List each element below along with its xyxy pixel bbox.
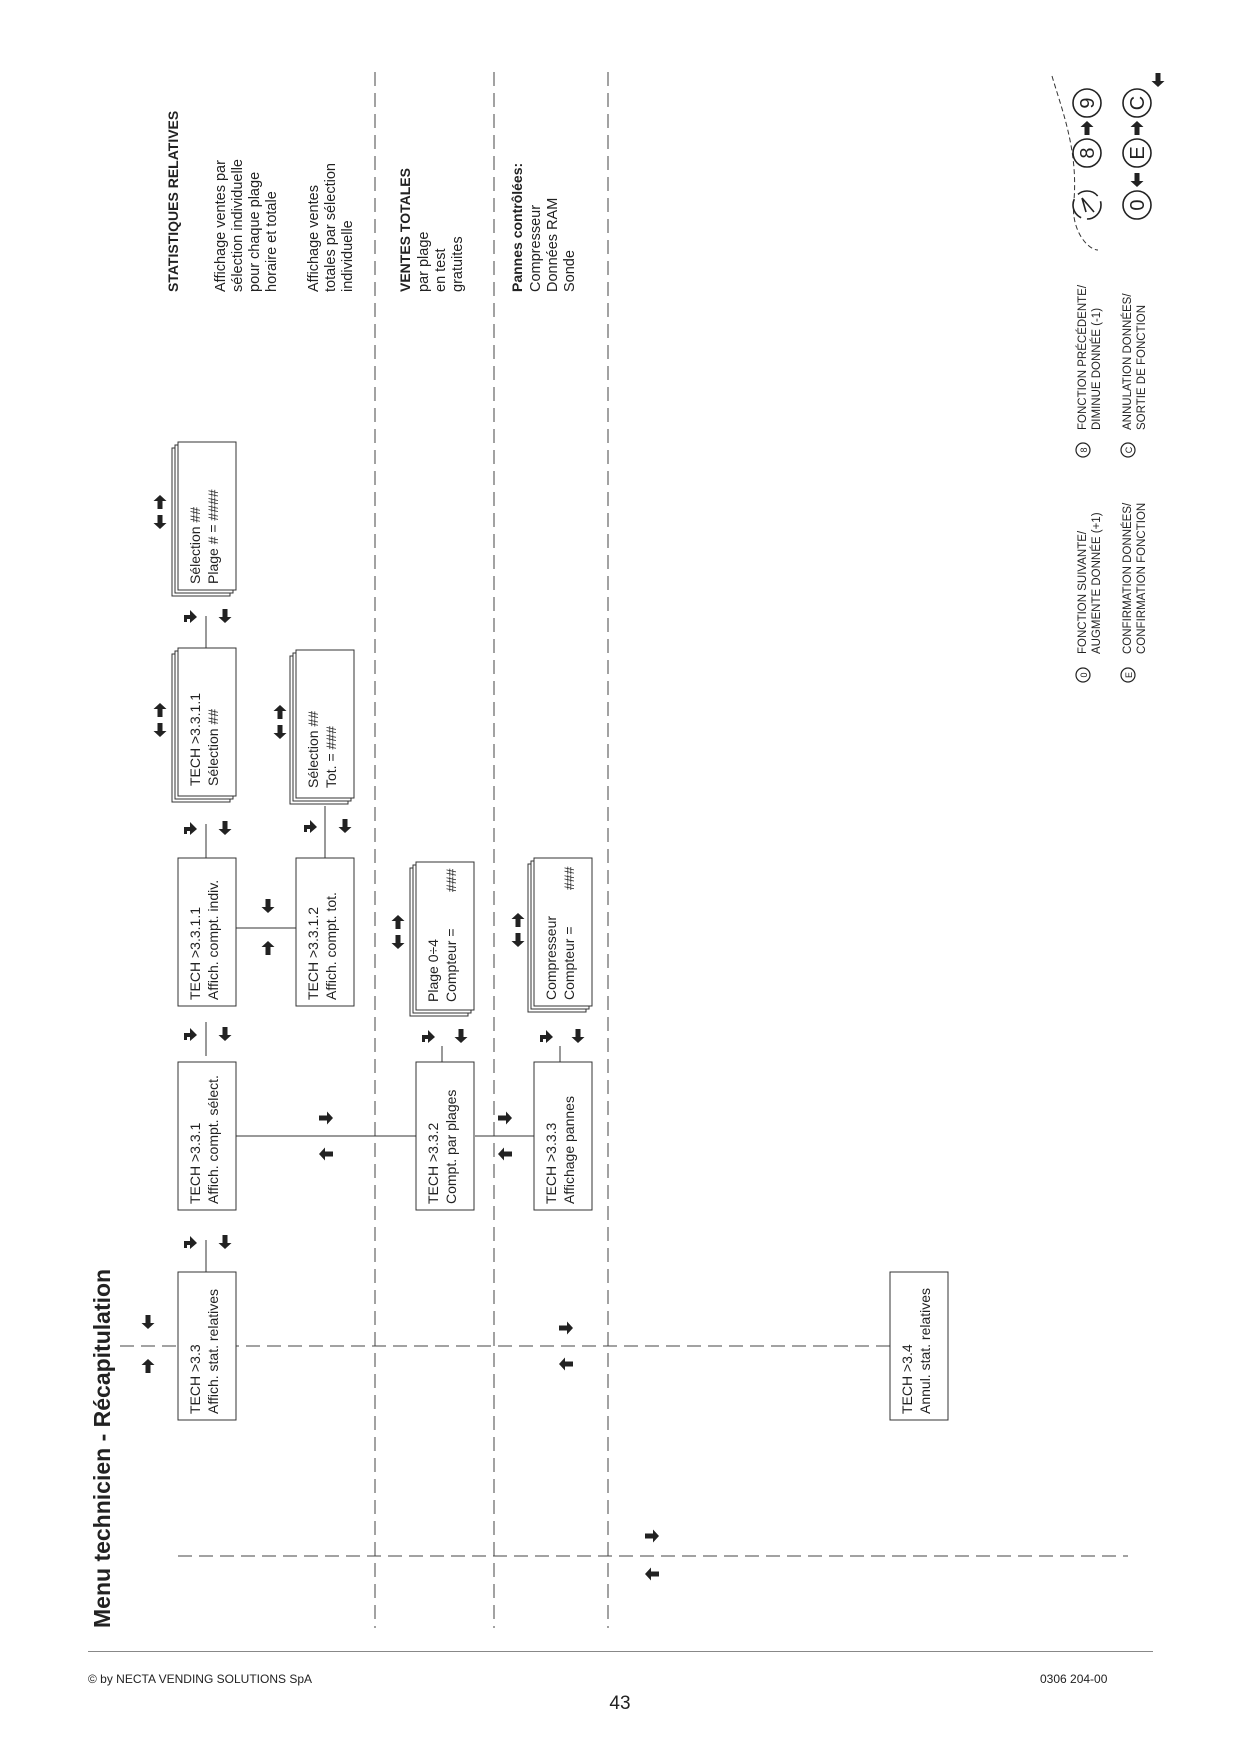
box-tech-3-3-3 — [534, 1062, 592, 1210]
up-arrow-icon — [262, 941, 275, 955]
legend-item-e-line2: CONFIRMATION FONCTION — [1136, 502, 1148, 654]
box-tech-3-3-1-1-selection — [172, 648, 236, 802]
note-statistiques-line: Affichage ventes — [306, 185, 322, 292]
box-plage-compteur-line2: Compteur = — [443, 928, 459, 1002]
key-7-icon — [1073, 191, 1101, 219]
box-tech-3-4-line1: TECH >3.4 — [899, 1344, 915, 1414]
note-pannes-line: Compresseur — [528, 204, 544, 292]
note-statistiques-heading: STATISTIQUES RELATIVES — [165, 110, 181, 292]
note-statistiques-line: totales par sélection — [323, 163, 339, 292]
box-selection-line1: TECH >3.3.1.1 — [187, 693, 203, 786]
down-arrow-icon — [455, 1029, 468, 1043]
up-arrow-icon — [512, 913, 525, 927]
svg-text:C: C — [1127, 95, 1149, 111]
up-arrow-icon — [274, 705, 287, 719]
note-statistiques-line: individuelle — [340, 220, 356, 292]
key-e-icon — [1123, 139, 1151, 167]
enter-arrow-icon — [184, 610, 197, 623]
enter-arrow-icon — [304, 820, 317, 833]
svg-text:8: 8 — [1079, 447, 1089, 453]
box-tech-3-3-3-line2: Affichage pannes — [561, 1096, 577, 1204]
down-arrow-icon — [219, 609, 232, 623]
up-arrow-icon — [154, 495, 167, 509]
box-tech-3-3-1-2-line1: TECH >3.3.1.2 — [305, 907, 321, 1000]
legend-item-e-line1: CONFIRMATION DONNÉES/ — [1122, 502, 1134, 654]
up-arrow-icon — [142, 1359, 155, 1373]
svg-text:0: 0 — [1127, 199, 1149, 211]
doc-code: 0306 204-00 — [1040, 1672, 1108, 1686]
note-pannes-heading: Pannes contrôlées: — [509, 162, 525, 292]
box-plage-compteur — [410, 862, 474, 1016]
enter-arrow-icon — [540, 1030, 553, 1043]
up-arrow-icon — [392, 915, 405, 929]
legend-item-c-line2: SORTIE DE FONCTION — [1136, 304, 1148, 430]
down-arrow-icon — [219, 821, 232, 835]
section-dividers — [375, 72, 608, 1628]
note-statistiques-line: pour chaque plage — [247, 171, 263, 292]
box-tech-3-3-2 — [416, 1062, 474, 1210]
right-arrow-icon — [559, 1322, 573, 1335]
legend-item-8-line1: FONCTION PRÉCÉDENTE/ — [1077, 284, 1089, 430]
down-arrow-icon — [572, 1029, 585, 1043]
footer-rule — [88, 1651, 1153, 1652]
legend-item-e — [1121, 502, 1148, 682]
box-plage-compteur-value: ### — [443, 868, 459, 892]
down-arrow-icon — [274, 725, 287, 739]
note-statistiques-line: Affichage ventes par — [213, 160, 229, 292]
box-tech-3-3-1-line2: Affich. compt. sélect. — [205, 1075, 221, 1204]
box-tech-3-3-1-line1: TECH >3.3.1 — [187, 1122, 203, 1204]
box-tech-3-3-1-2 — [296, 858, 354, 1006]
right-arrow-icon — [319, 1112, 333, 1125]
note-statistiques-line: sélection individuelle — [230, 159, 246, 292]
note-ventes-line: par plage — [416, 231, 432, 292]
left-arrow-icon — [498, 1148, 512, 1161]
up-arrow-icon — [154, 703, 167, 717]
box-compresseur-value: ### — [561, 866, 577, 890]
enter-arrow-icon — [422, 1030, 435, 1043]
down-arrow-icon — [142, 1315, 155, 1329]
key-0-icon — [1123, 191, 1151, 219]
note-ventes-line: en test — [433, 248, 449, 292]
svg-text:E: E — [1127, 146, 1149, 160]
legend-item-0-line2: AUGMENTE DONNÉE (+1) — [1091, 512, 1103, 654]
note-ventes — [397, 168, 466, 292]
box-tech-3-3-line2: Affich. stat. relatives — [205, 1288, 221, 1414]
svg-text:8: 8 — [1077, 147, 1099, 159]
up-arrow-icon — [1081, 121, 1094, 135]
legend-item-8 — [1076, 284, 1103, 457]
box-selection-plage-line2: Plage # = #### — [205, 489, 221, 584]
page-number: 43 — [609, 1693, 631, 1714]
note-ventes-heading: VENTES TOTALES — [397, 168, 413, 292]
connectors — [206, 616, 560, 1272]
note-statistiques-line: horaire et totale — [264, 191, 280, 292]
down-arrow-icon — [512, 933, 525, 947]
down-arrow-icon — [154, 515, 167, 529]
note-pannes — [509, 163, 578, 292]
box-tech-3-3-2-line1: TECH >3.3.2 — [425, 1122, 441, 1204]
svg-text:E: E — [1124, 671, 1134, 679]
up-arrow-icon — [1131, 121, 1144, 135]
down-arrow-icon — [219, 1235, 232, 1249]
box-tech-3-3-3-line1: TECH >3.3.3 — [543, 1122, 559, 1204]
box-selection-tot-line1: Sélection ## — [305, 710, 321, 788]
box-tech-3-3-1-1-line2: Affich. compt. indiv. — [205, 879, 221, 1000]
box-selection-plage-line1: Sélection ## — [187, 506, 203, 584]
box-selection-line2: Sélection ## — [205, 708, 221, 786]
down-arrow-icon — [1152, 73, 1165, 87]
key-8-icon — [1073, 139, 1101, 167]
down-arrow-icon — [339, 819, 352, 833]
note-pannes-line: Sonde — [562, 250, 578, 292]
left-arrow-icon — [319, 1148, 333, 1161]
footer-copyright: © by NECTA VENDING SOLUTIONS SpA — [88, 1672, 313, 1686]
legend-item-8-line2: DIMINUE DONNÉE (-1) — [1091, 307, 1103, 430]
box-tech-3-3-1-2-line2: Affich. compt. tot. — [323, 892, 339, 1000]
box-compresseur-line1: Compresseur — [543, 915, 559, 1000]
enter-arrow-icon — [184, 1028, 197, 1041]
left-arrow-icon — [559, 1358, 573, 1371]
box-selection-plage — [172, 442, 236, 596]
legend-item-c-line1: ANNULATION DONNÉES/ — [1122, 293, 1134, 430]
down-arrow-icon — [219, 1027, 232, 1041]
down-arrow-icon — [392, 935, 405, 949]
key-c-icon — [1123, 89, 1151, 117]
svg-text:C: C — [1124, 446, 1134, 454]
box-tech-3-3-2-line2: Compt. par plages — [443, 1089, 459, 1204]
page-title: Menu technicien - Récapitulation — [89, 1268, 115, 1628]
legend-item-c — [1121, 293, 1148, 457]
box-tech-3-3-1-1-line1: TECH >3.3.1.1 — [187, 907, 203, 1000]
svg-text:0: 0 — [1079, 672, 1089, 678]
right-arrow-icon — [498, 1112, 512, 1125]
box-tech-3-3-line1: TECH >3.3 — [187, 1344, 203, 1414]
note-ventes-line: gratuites — [450, 236, 466, 292]
svg-text:9: 9 — [1077, 97, 1099, 109]
right-arrow-icon — [645, 1530, 659, 1543]
note-statistiques — [165, 111, 356, 292]
legend-item-0-line1: FONCTION SUIVANTE/ — [1077, 530, 1089, 654]
box-tech-3-3-1-1 — [178, 858, 236, 1006]
box-selection-tot-line2: Tot. = ### — [323, 726, 339, 788]
box-plage-compteur-line1: Plage 0÷4 — [425, 939, 441, 1002]
box-compresseur-line2: Compteur = — [561, 926, 577, 1000]
enter-arrow-icon — [184, 1236, 197, 1249]
keypad-graphic — [1052, 73, 1165, 250]
box-compresseur-compteur — [528, 858, 592, 1012]
box-tech-3-3 — [178, 1272, 236, 1420]
key-9-icon — [1073, 89, 1101, 117]
down-arrow-icon — [154, 723, 167, 737]
box-tech-3-4-line2: Annul. stat. relatives — [917, 1287, 933, 1414]
note-pannes-line: Données RAM — [545, 197, 561, 292]
box-tech-3-3-1 — [178, 1062, 236, 1210]
down-arrow-icon — [262, 899, 275, 913]
legend-item-0 — [1076, 512, 1103, 682]
box-tech-3-4 — [890, 1272, 948, 1420]
down-arrow-icon — [1131, 173, 1144, 187]
left-arrow-icon — [645, 1568, 659, 1581]
legend — [1076, 284, 1148, 682]
box-selection-tot — [290, 650, 354, 804]
enter-arrow-icon — [184, 822, 197, 835]
main-flow-dashed — [120, 1346, 1128, 1556]
